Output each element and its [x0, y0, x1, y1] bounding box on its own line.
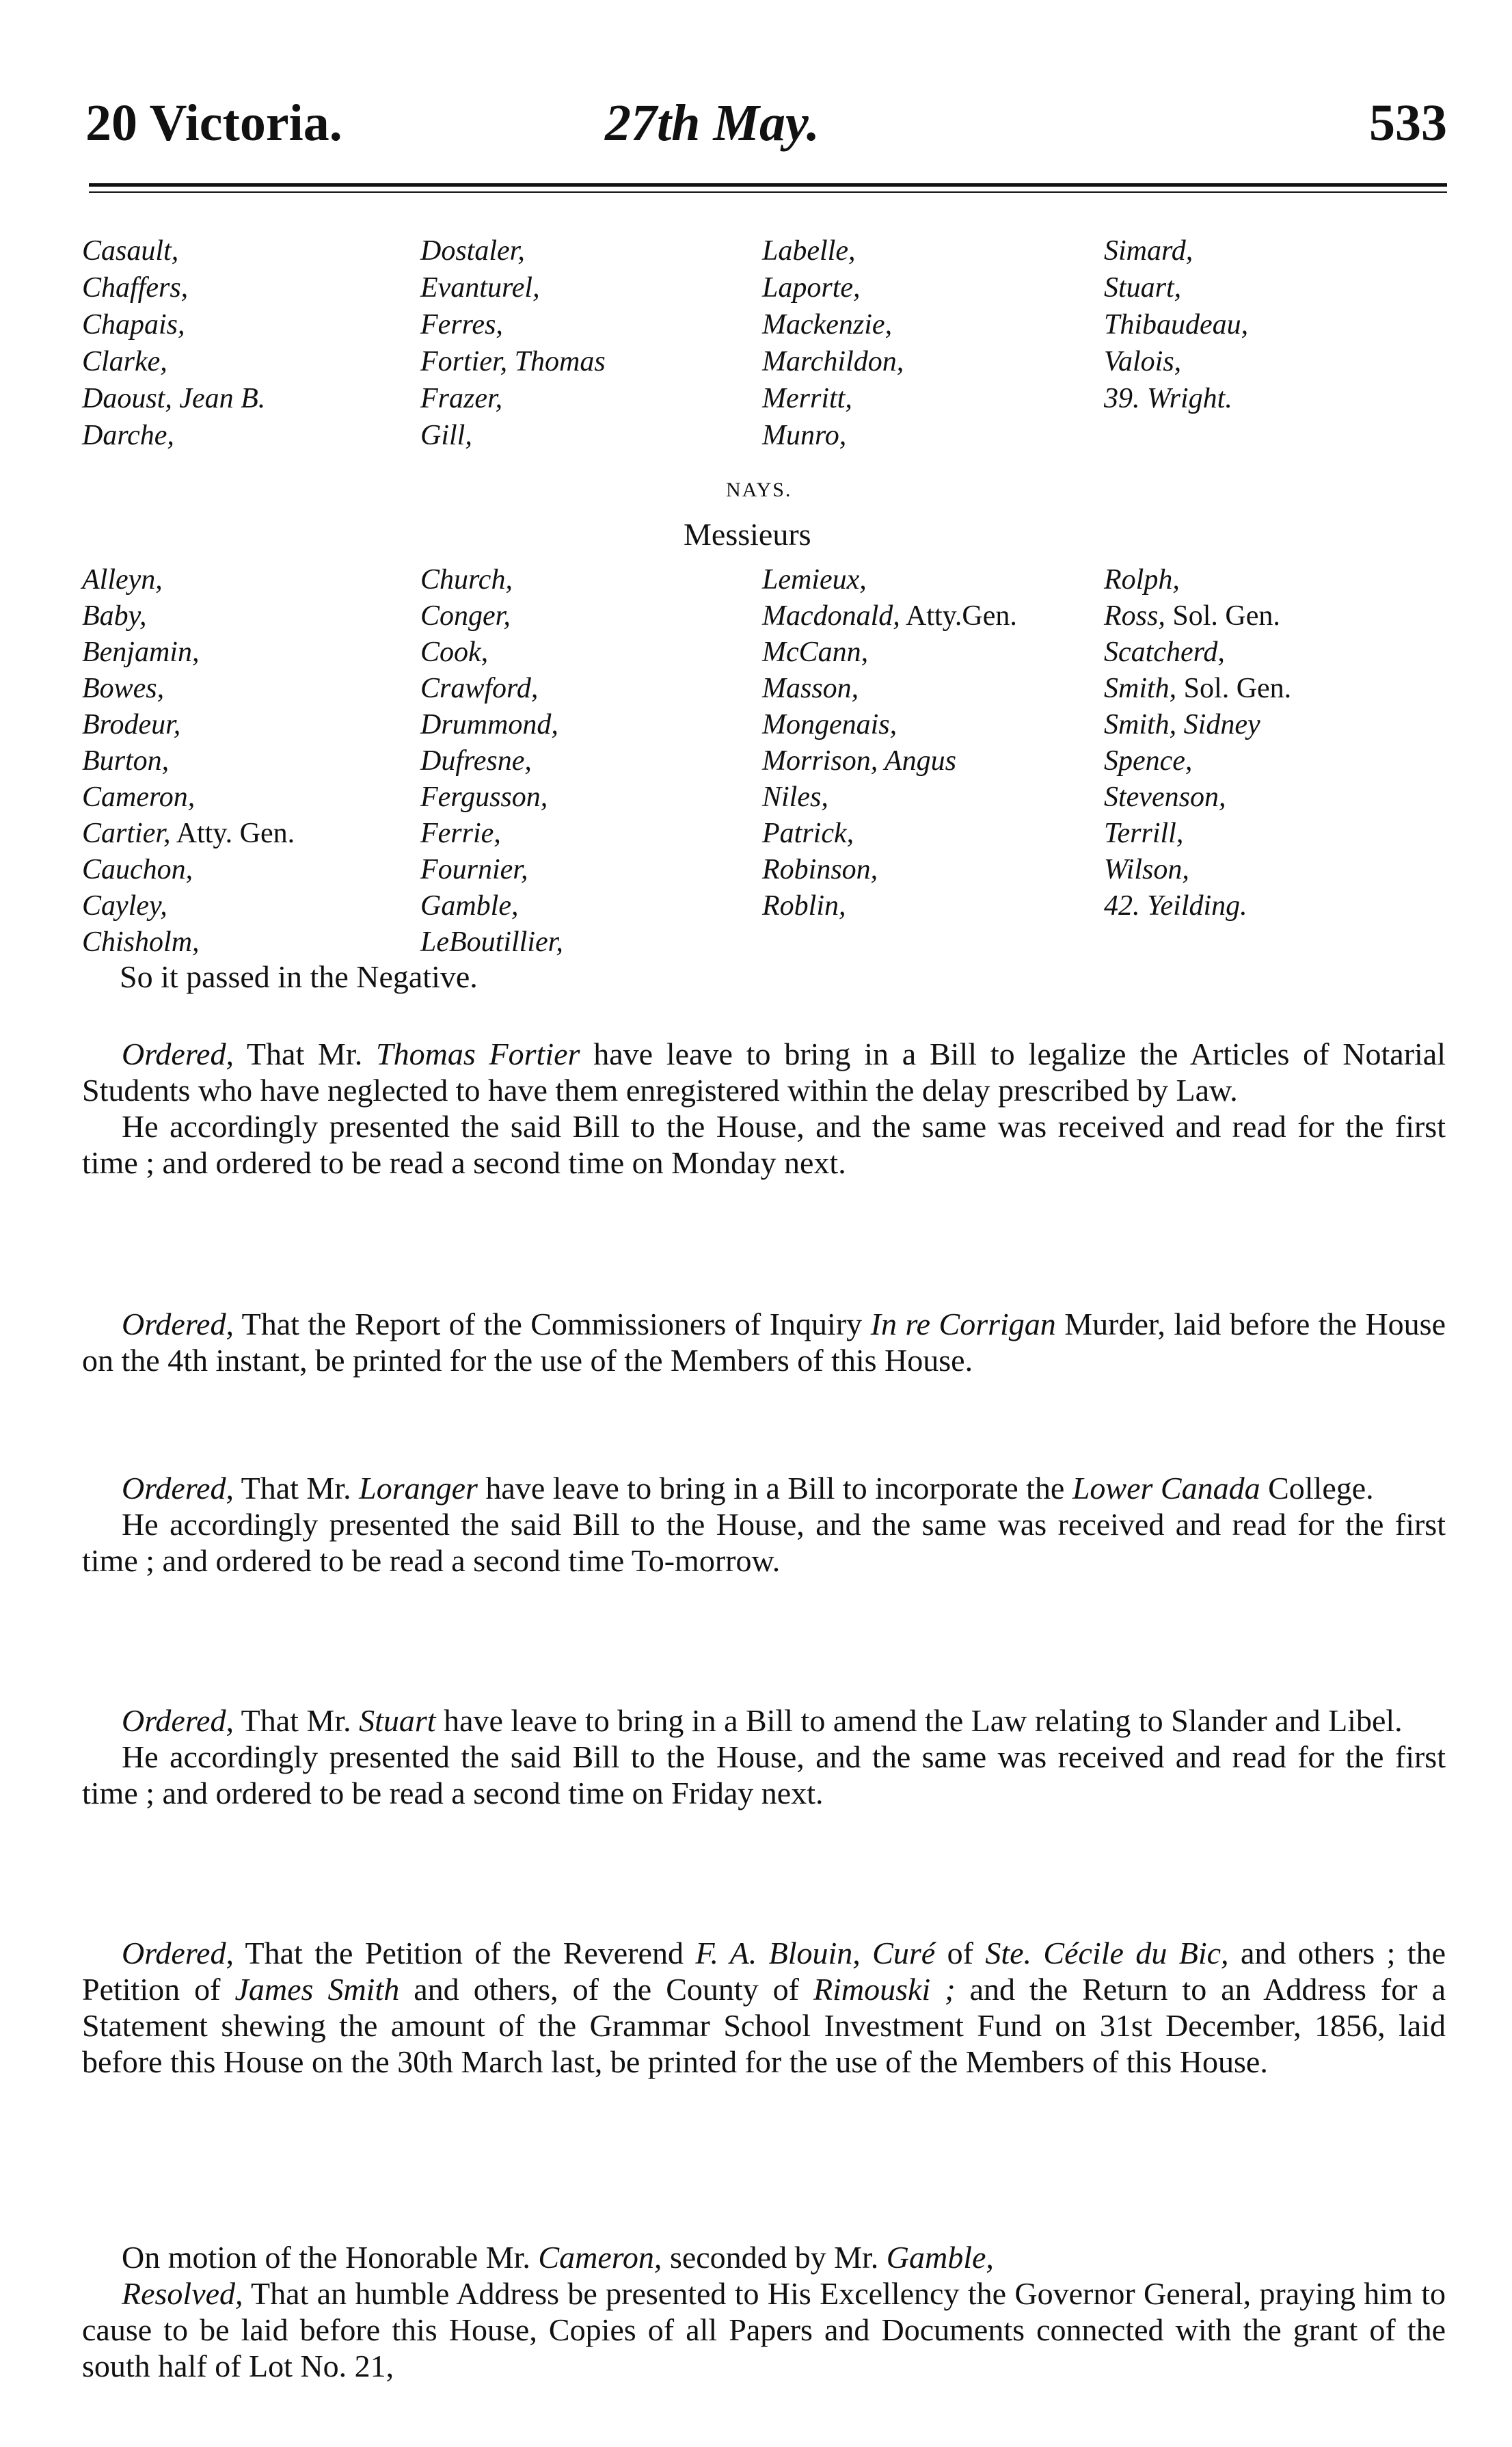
- member-name: Conger,: [420, 600, 511, 632]
- nays-column-2: [420, 562, 563, 961]
- member-name: Daoust, Jean B.: [82, 383, 266, 414]
- member-name: Smith, Sidney: [1104, 709, 1260, 740]
- header-regnal-year: 20 Victoria.: [85, 94, 342, 152]
- italic-run: Ste. Cécile du Bic,: [985, 1936, 1229, 1970]
- yeas-column-4: [1104, 232, 1248, 417]
- text-run: That Mr.: [233, 1703, 360, 1738]
- member-name: Thibaudeau,: [1104, 309, 1249, 340]
- member-name-inline: Gamble,: [886, 2240, 994, 2275]
- member-name: Mackenzie,: [762, 309, 893, 340]
- paragraph-slander-libel: [82, 1702, 1446, 1811]
- member-name: Gamble,: [420, 890, 519, 922]
- ordered-label: Ordered,: [122, 1703, 234, 1738]
- page-number: 533: [1369, 94, 1447, 152]
- ordered-label: Ordered,: [122, 1307, 234, 1341]
- member-name-inline: Cameron,: [538, 2240, 662, 2275]
- resolved-label: Resolved,: [122, 2276, 243, 2311]
- text-run: and others, of the County of: [399, 1972, 814, 2007]
- member-name: Stevenson,: [1104, 781, 1226, 813]
- member-name: Burton,: [82, 745, 170, 777]
- member-surname: Ross,: [1104, 600, 1165, 632]
- text-run: That Mr.: [233, 1037, 377, 1071]
- text-run: and the Return to an Address for a Statement shewing the amount of the Grammar School Investment Fund on 31st December, 1856, laid before this House on the 30th March last, be printed for the use of the Members of this House.: [82, 1972, 1446, 2079]
- member-surname: Smith,: [1104, 673, 1177, 704]
- text-run: have leave to bring in a Bill to amend the Law relating to Slander and Libel.: [435, 1703, 1403, 1738]
- member-name: 39. Wright.: [1104, 383, 1232, 414]
- member-name: Frazer,: [420, 383, 503, 414]
- member-name: Valois,: [1104, 346, 1182, 377]
- order-text: [82, 1935, 1446, 2080]
- member-surname: Macdonald,: [762, 600, 900, 632]
- yeas-list: [82, 232, 1449, 458]
- member-surname: Cartier,: [82, 818, 171, 849]
- member-name: [1104, 671, 1291, 707]
- order-text: [82, 1306, 1446, 1378]
- nays-heading: NAYS.: [726, 479, 792, 501]
- italic-run: James Smith: [234, 1972, 400, 2007]
- member-name: Ferres,: [420, 309, 503, 340]
- member-name: Dostaler,: [420, 235, 525, 267]
- order-text: [82, 1036, 1446, 1108]
- member-name: Robinson,: [762, 854, 878, 885]
- member-name: Wilson,: [1104, 854, 1189, 885]
- member-name: Clarke,: [82, 346, 167, 377]
- ordered-label: Ordered,: [122, 1471, 234, 1506]
- text-run: That the Report of the Commissioners of Inquiry: [233, 1307, 871, 1341]
- member-name: Evanturel,: [420, 272, 540, 304]
- member-name-inline: Stuart: [359, 1703, 436, 1738]
- member-name-inline: Loranger: [359, 1471, 478, 1506]
- yeas-column-3: [762, 232, 904, 454]
- member-name: Fournier,: [420, 854, 528, 885]
- member-office: Sol. Gen.: [1176, 673, 1292, 704]
- member-name: LeBoutillier,: [420, 926, 563, 958]
- member-name: Morrison, Angus: [762, 745, 956, 777]
- member-office: Atty.Gen.: [900, 600, 1017, 632]
- nays-column-3: [762, 562, 1017, 924]
- member-name-inline: Thomas Fortier: [376, 1037, 580, 1071]
- messieurs-heading: Messieurs: [684, 517, 811, 552]
- header-rule-thin: [89, 191, 1447, 193]
- member-name: Cameron,: [82, 781, 195, 813]
- member-name: Mongenais,: [762, 709, 897, 740]
- italic-run: Lower Canada: [1072, 1471, 1260, 1506]
- member-name: Roblin,: [762, 890, 846, 922]
- resolution-text: [82, 2275, 1446, 2384]
- member-name: Rolph,: [1104, 564, 1180, 596]
- reading-text: He accordingly presented the said Bill to the House, and the same was received and read for the first time ; and ordered to be read a second time on Monday next.: [82, 1109, 1446, 1180]
- ordered-label: Ordered,: [122, 1936, 234, 1970]
- nays-column-4: [1104, 562, 1291, 924]
- member-name: Baby,: [82, 600, 147, 632]
- member-name: [1104, 598, 1291, 634]
- member-office: Atty. Gen.: [170, 818, 295, 849]
- member-name: [762, 598, 1017, 634]
- member-name: Spence,: [1104, 745, 1193, 777]
- member-name: Casault,: [82, 235, 179, 267]
- paragraph-lower-canada-college: [82, 1470, 1446, 1579]
- member-name: Chapais,: [82, 309, 185, 340]
- paragraph-address-motion: [82, 2239, 1446, 2384]
- text-run: have leave to bring in a Bill to incorporate the: [477, 1471, 1072, 1506]
- order-text: [82, 1702, 1446, 1739]
- member-name: Chaffers,: [82, 272, 189, 304]
- member-name: Fergusson,: [420, 781, 548, 813]
- member-name: Benjamin,: [82, 637, 200, 668]
- reading-text: He accordingly presented the said Bill to the House, and the same was received and read for the first time ; and ordered to be read a second time To-morrow.: [82, 1507, 1446, 1578]
- text-run: That an humble Address be presented to His Excellency the Governor General, praying him to cause to be laid before this House, Copies of all Papers and Documents connected with the grant of the south half of Lot No. 21,: [82, 2276, 1446, 2383]
- italic-run: In re Corrigan: [870, 1307, 1056, 1341]
- member-name: Niles,: [762, 781, 828, 813]
- member-name: Chisholm,: [82, 926, 200, 958]
- member-name: Dufresne,: [420, 745, 532, 777]
- text-run: College.: [1260, 1471, 1374, 1506]
- header-date: 27th May.: [605, 94, 820, 152]
- motion-text: [82, 2239, 1446, 2275]
- member-name: Drummond,: [420, 709, 558, 740]
- member-name: Lemieux,: [762, 564, 867, 596]
- member-name: Darche,: [82, 420, 174, 451]
- member-name: Stuart,: [1104, 272, 1182, 304]
- text-run: have leave to bring in a Bill to legalize the Articles of Notarial Students who have neglected to have them enregistered within the delay prescribed by Law.: [82, 1037, 1446, 1108]
- member-office: Sol. Gen.: [1165, 600, 1280, 632]
- member-name: Merritt,: [762, 383, 852, 414]
- member-name: Cook,: [420, 637, 489, 668]
- member-name: Laporte,: [762, 272, 861, 304]
- member-name: Alleyn,: [82, 564, 163, 596]
- reading-text: He accordingly presented the said Bill to the House, and the same was received and read for the first time ; and ordered to be read a second time on Friday next.: [82, 1739, 1446, 1810]
- member-name: Church,: [420, 564, 513, 596]
- member-name: Cayley,: [82, 890, 167, 922]
- yeas-column-2: [420, 232, 606, 454]
- italic-run: Rimouski ;: [813, 1972, 956, 2007]
- member-name: Marchildon,: [762, 346, 904, 377]
- nays-column-1: [82, 562, 295, 961]
- member-name: McCann,: [762, 637, 869, 668]
- member-name: Fortier, Thomas: [420, 346, 606, 377]
- member-name: Scatcherd,: [1104, 637, 1225, 668]
- member-name: Ferrie,: [420, 818, 501, 849]
- text-run: That the Petition of the Reverend: [233, 1936, 696, 1970]
- text-run: of: [935, 1936, 986, 1970]
- text-run: Murder, laid before the House on the 4th instant, be printed for the use of the Members of this House.: [82, 1307, 1446, 1378]
- paragraph-corrigan-report: [82, 1306, 1446, 1378]
- header-rule-thick: [89, 183, 1447, 187]
- member-name: Cauchon,: [82, 854, 193, 885]
- yeas-column-1: [82, 232, 265, 454]
- member-name: Munro,: [762, 420, 847, 451]
- member-name: [82, 816, 295, 852]
- member-name: 42. Yeilding.: [1104, 890, 1247, 922]
- paragraph-notarial-students-bill: [82, 1036, 1446, 1181]
- text-run: and others ; the Petition of: [82, 1936, 1446, 2007]
- text-run: On motion of the Honorable Mr.: [122, 2240, 539, 2275]
- member-name: Brodeur,: [82, 709, 181, 740]
- text-run: That Mr.: [233, 1471, 360, 1506]
- page-header: [85, 89, 1447, 157]
- member-name: Simard,: [1104, 235, 1193, 267]
- member-name: Terrill,: [1104, 818, 1184, 849]
- ordered-label: Ordered,: [122, 1037, 234, 1071]
- paragraph-petitions-printed: [82, 1935, 1446, 2080]
- member-name: Masson,: [762, 673, 859, 704]
- nays-list: [82, 562, 1449, 986]
- member-name: Bowes,: [82, 673, 165, 704]
- text-run: seconded by Mr.: [662, 2240, 887, 2275]
- member-name: Gill,: [420, 420, 472, 451]
- order-text: [82, 1470, 1446, 1506]
- member-name: Patrick,: [762, 818, 854, 849]
- member-name: Labelle,: [762, 235, 856, 267]
- division-result: So it passed in the Negative.: [120, 959, 478, 994]
- italic-run: F. A. Blouin, Curé: [695, 1936, 936, 1970]
- member-name: Crawford,: [420, 673, 539, 704]
